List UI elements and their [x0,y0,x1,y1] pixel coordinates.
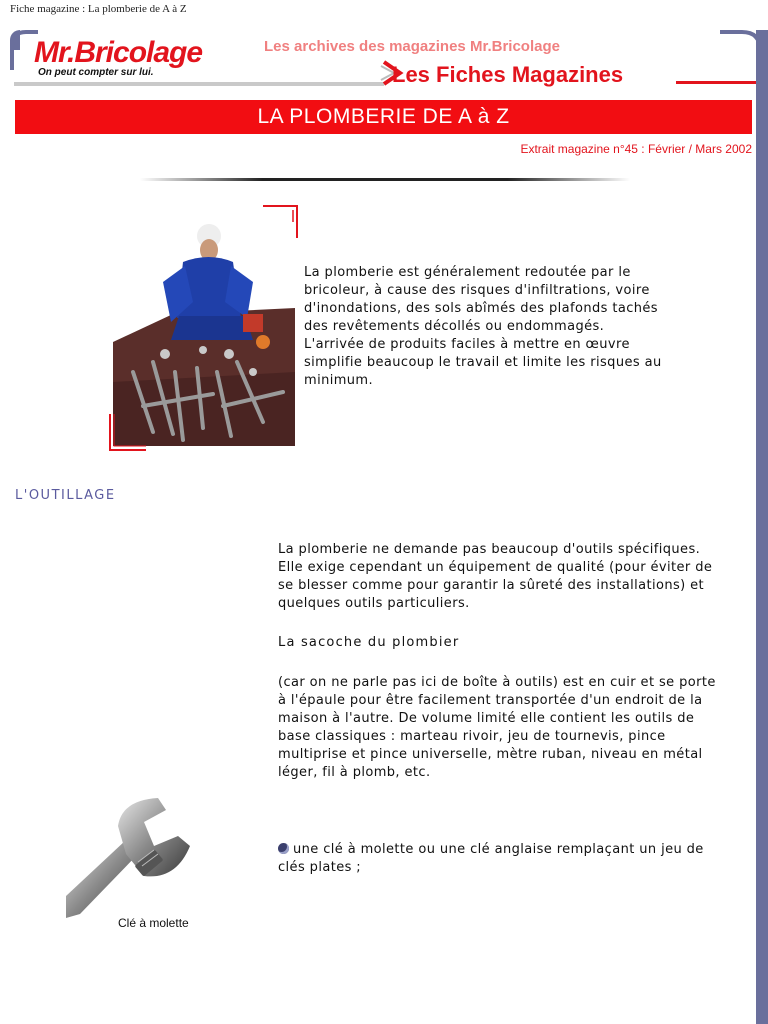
article-title: LA PLOMBERIE DE A à Z [257,105,510,128]
divider [140,178,630,181]
page-title-bar: Fiche magazine : La plomberie de A à Z [10,3,187,15]
mr-bricolage-logo[interactable] [34,38,224,82]
logo-underline [14,82,384,86]
bullet-text: une clé à molette ou une clé anglaise remplaçant un jeu de clés plates ; [278,842,704,875]
corner-bracket-bottom-icon [108,414,148,452]
outillage-paragraph-1: La plomberie ne demande pas beaucoup d'outils spécifiques. Elle exige cependant un équipement de qualité (pour éviter de se blesser comme pour garantir la sûreté des installations) et quelques outils particuliers. [278,542,713,611]
logo-tagline: On peut compter sur lui. [38,67,154,78]
section-heading-outillage: L'OUTILLAGE [15,488,116,503]
intro-paragraph: La plomberie est généralement redoutée par le bricoleur, à cause des risques d'infiltrations, voire d'inondations, des sols abîmés des plafonds tachés des revêtements décollés ou endommagés. L'arrivée de produits faciles à mettre en œuvre simplifie beaucoup le travail et limite les risques au minimum. [304,265,662,388]
bullet-item-cle-molette [278,841,724,877]
bullet-icon [278,843,289,854]
logo-brand: Mr.Bricolage [34,36,203,69]
article-title-banner [15,100,752,134]
plumber-photo [113,222,295,446]
wrench-photo [66,796,196,918]
frame-corner-right [720,30,768,70]
fiches-underline [676,81,756,84]
fiches-magazines-heading: Les Fiches Magazines [392,62,624,87]
outillage-paragraph-2: (car on ne parle pas ici de boîte à outils) est en cuir et se porte à l'épaule pour être facilement transportée d'un endroit de la maison à l'autre. De volume limité elle contient les outils de base classiques : marteau rivoir, jeu de tournevis, pince multiprise et pince universelle, mètre ruban, niveau en métal léger, fil à plomb, etc. [278,675,716,780]
wrench-caption: Clé à molette [118,916,189,930]
right-rail [756,30,768,1024]
issue-reference: Extrait magazine n°45 : Février / Mars 2002 [520,142,752,156]
sacoche-subheading: La sacoche du plombier [278,635,460,650]
archives-heading: Les archives des magazines Mr.Bricolage [264,38,560,55]
